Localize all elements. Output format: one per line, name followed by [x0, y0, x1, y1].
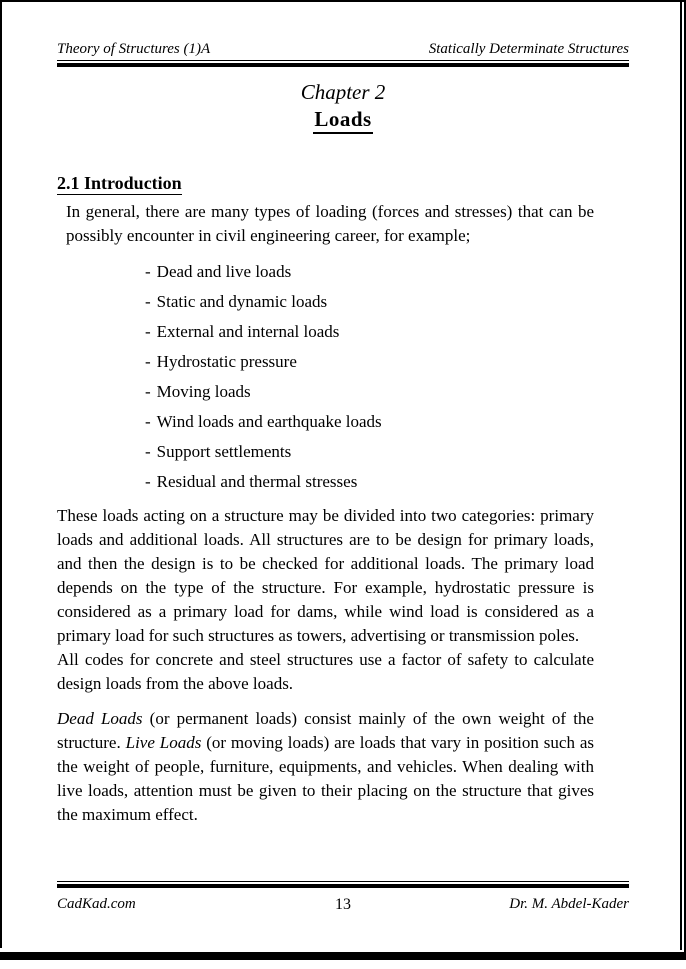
page-footer [57, 881, 629, 914]
list-item [145, 410, 594, 434]
list-item-label: External and internal loads [156, 322, 340, 341]
chapter-name [57, 107, 629, 131]
list-item-label: Wind loads and earthquake loads [156, 412, 382, 431]
dash-bullet: - [145, 442, 151, 461]
list-item [145, 320, 594, 344]
footer-rule [57, 884, 629, 888]
list-item-label: Residual and thermal stresses [156, 472, 358, 491]
list-item-label: Moving loads [156, 382, 251, 401]
chapter-name-text: Loads [313, 107, 372, 134]
list-item-label: Support settlements [156, 442, 292, 461]
dead-loads-text: (or permanent loads) consist mainly of the own weight of the structure. [57, 709, 594, 752]
dash-bullet: - [145, 412, 151, 431]
list-item-label: Static and dynamic loads [156, 292, 328, 311]
dash-bullet: - [145, 292, 151, 311]
dash-bullet: - [145, 352, 151, 371]
list-item [145, 380, 594, 404]
chapter-title: Chapter 2 [300, 80, 386, 104]
load-type-list [145, 260, 594, 494]
list-item [145, 260, 594, 284]
section-heading [57, 173, 594, 194]
live-loads-text: (or moving loads) are loads that vary in position such as the weight of people, furniture, equipments, and vehicles. When dealing with live loads, attention must be given to their placing on the structure that gives the maximum effect. [57, 733, 594, 824]
categories-paragraph: These loads acting on a structure may be divided into two categories: primary loads and additional loads. All structures are to be design for primary loads, and then the design is to be checked for additional loads. The primary load depends on the type of the structure. For example, hydrostatic pressure is considered as a primary load for dams, while wind load is considered as a primary load for such structures as towers, advertising or transmission poles. [57, 506, 594, 645]
list-item-label: Dead and live loads [156, 262, 292, 281]
footer-site: CadKad.com [57, 896, 136, 912]
running-header [57, 40, 629, 61]
header-course-title: Theory of Structures (1)A [57, 41, 211, 57]
list-item [145, 470, 594, 494]
dead-live-paragraph [57, 707, 594, 827]
page-number: 13 [335, 896, 351, 913]
body-text-block [57, 131, 594, 827]
term-dead-loads: Dead Loads [57, 709, 143, 728]
list-item [145, 440, 594, 464]
dash-bullet: - [145, 322, 151, 341]
list-item [145, 350, 594, 374]
header-book-title: Statically Determinate Structures [428, 41, 629, 57]
dash-bullet: - [145, 472, 151, 491]
term-live-loads: Live Loads [125, 733, 202, 752]
intro-paragraph: In general, there are many types of loading (forces and stresses) that can be possibly encounter in civil engineering career, for example; [66, 202, 594, 245]
dash-bullet: - [145, 382, 151, 401]
header-rule [57, 63, 629, 67]
dash-bullet: - [145, 262, 151, 281]
footer-row [57, 895, 629, 914]
list-item [145, 290, 594, 314]
codes-paragraph: All codes for concrete and steel structures use a factor of safety to calculate design loads from the above loads. [57, 650, 594, 693]
list-item-label: Hydrostatic pressure [156, 352, 297, 371]
footer-thin-rule [57, 881, 629, 882]
footer-author: Dr. M. Abdel-Kader [509, 896, 629, 912]
section-heading-text: 2.1 Introduction [57, 173, 182, 193]
